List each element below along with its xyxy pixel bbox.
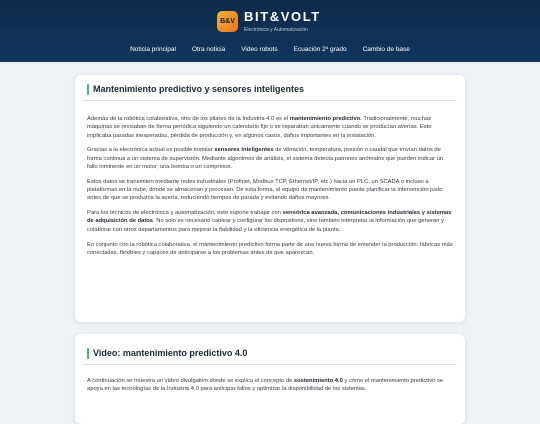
divider	[83, 364, 457, 365]
paragraph: En conjunto con la robótica colaborativa, el mantenimiento predictivo forma parte de una nueva forma de entender la producción: fábricas más conectadas, flexibles y capaces de anticiparse a los problemas antes de que aparezcan.	[87, 241, 453, 256]
paragraph: Gracias a la electrónica actual es posible instalar sensores inteligentes de vibración, temperatura, presión o caudal que envían datos de forma continua a un sistema de supervisión. Mediante algoritmos de análisis, el sistema detecta patrones anómalos que pueden indicar un fallo inminente en un motor, una bomba o un compresor.	[87, 147, 444, 170]
nav-item-video-robots[interactable]: Video robots	[241, 46, 278, 53]
nav-item-otra-noticia[interactable]: Otra noticia	[191, 46, 226, 53]
brand-text	[244, 10, 321, 33]
site-tagline: Electrónica y Automatización	[244, 27, 308, 33]
paragraph: Para los técnicos de electrónica y automatización, esto supone trabajar con sensórica avanzada, comunicaciones industriales y sistemas de adquisición de datos. No solo es necesario cablear y configurar los dispositivos, sino también interpretar la información que generan y colaborar con otros departamentos para mejorar la fiabilidad y la eficiencia energética de la planta.	[87, 210, 452, 233]
divider	[83, 100, 457, 101]
paragraph: A continuación se muestra un vídeo divulgativo donde se explica el concepto de sostenimiento 4.0 y cómo el mantenimiento predictivo se apoya en las tecnologías de la Industria 4.0 para anticipar fallos y optimizar la disponibilidad de los sistemas.	[87, 378, 444, 393]
site-name: BIT&VOLT	[244, 9, 321, 24]
section-title: Video: mantenimiento predictivo 4.0	[87, 348, 453, 359]
paragraph: Además de la robótica colaborativa, otro de los pilares de la Industria 4.0 es el mantenimiento predictivo. Tradicionalmente, muchas máquinas se revisaban de forma periódica siguiendo un calendario fijo o se reparaban únicamente cuando se producían averías. Esto implicaba paradas inesperadas, pérdida de producción y, en algunos casos, daños importantes en la instalación.	[87, 116, 432, 139]
article-card-video	[75, 334, 465, 424]
brand[interactable]	[217, 10, 321, 33]
section-title: Mantenimiento predictivo y sensores inteligentes	[87, 84, 453, 95]
nav-item-cambio-base[interactable]: Cambio de base	[362, 46, 410, 53]
article-card-predictive	[75, 75, 465, 322]
site-header	[0, 0, 540, 62]
nav-item-noticia-principal[interactable]: Noticia principal	[130, 46, 176, 53]
paragraph: Estos datos se transmiten mediante redes industriales (Profinet, Modbus TCP, Ethernet/IP, etc.) hacia un PLC, un SCADA o incluso a plataformas en la nube, donde se almacenan y procesan. De esta forma, el equipo de mantenimiento puede planificar la intervención justo antes de que se produzca la avería, reduciendo tiempos de parada y evitando daños mayores.	[87, 178, 443, 202]
nav-item-ecuacion[interactable]: Ecuación 2º grado	[293, 46, 347, 53]
logo-icon: B&V	[217, 11, 238, 32]
main-nav	[0, 46, 540, 53]
